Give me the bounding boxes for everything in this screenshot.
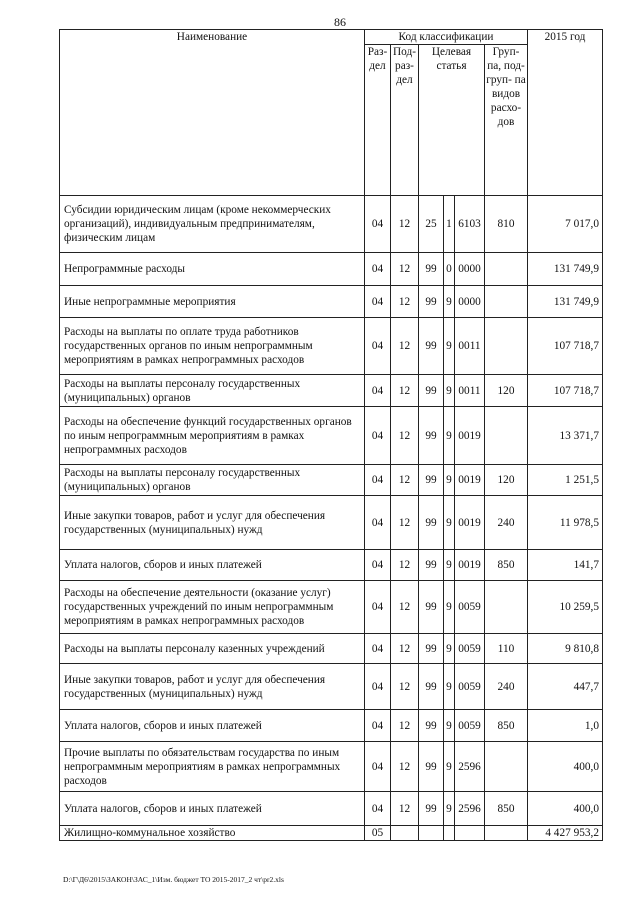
row-podrazdel: 12 xyxy=(391,465,419,496)
row-target-3: 0019 xyxy=(455,407,485,465)
row-target-3: 6103 xyxy=(455,196,485,253)
row-podrazdel: 12 xyxy=(391,634,419,664)
row-target-2: 9 xyxy=(444,286,455,318)
row-razdel: 04 xyxy=(365,581,391,634)
row-name: Расходы на обеспечение функций государственных органов по иным непрограммным мероприятиям в рамках непрограммных расходов xyxy=(60,407,365,465)
row-expense-group xyxy=(485,407,528,465)
row-podrazdel: 12 xyxy=(391,792,419,826)
row-name: Расходы на выплаты персоналу государственных (муниципальных) органов xyxy=(60,375,365,407)
row-expense-group xyxy=(485,253,528,286)
row-name: Непрограммные расходы xyxy=(60,253,365,286)
row-amount: 447,7 xyxy=(528,664,603,710)
row-amount: 4 427 953,2 xyxy=(528,826,603,841)
row-podrazdel: 12 xyxy=(391,318,419,375)
row-razdel: 04 xyxy=(365,286,391,318)
row-target-2: 1 xyxy=(444,196,455,253)
table-row xyxy=(60,465,603,496)
row-razdel: 04 xyxy=(365,196,391,253)
row-expense-group xyxy=(485,742,528,792)
row-target-2: 9 xyxy=(444,375,455,407)
row-target-3 xyxy=(455,826,485,841)
table-row xyxy=(60,196,603,253)
row-name: Уплата налогов, сборов и иных платежей xyxy=(60,792,365,826)
row-target-2: 9 xyxy=(444,465,455,496)
row-podrazdel: 12 xyxy=(391,550,419,581)
row-target-3: 0019 xyxy=(455,465,485,496)
page-number: 86 xyxy=(334,15,346,29)
row-expense-group: 810 xyxy=(485,196,528,253)
row-target-3: 0059 xyxy=(455,581,485,634)
row-razdel: 04 xyxy=(365,634,391,664)
table-row xyxy=(60,407,603,465)
row-podrazdel xyxy=(391,826,419,841)
header-name: Наименование xyxy=(60,30,365,196)
row-razdel: 04 xyxy=(365,253,391,286)
row-podrazdel: 12 xyxy=(391,407,419,465)
row-target-1: 99 xyxy=(419,465,444,496)
row-expense-group: 120 xyxy=(485,375,528,407)
row-podrazdel: 12 xyxy=(391,496,419,550)
row-expense-group: 110 xyxy=(485,634,528,664)
table-row xyxy=(60,286,603,318)
row-podrazdel: 12 xyxy=(391,196,419,253)
row-target-1: 25 xyxy=(419,196,444,253)
row-target-2: 9 xyxy=(444,318,455,375)
table-row xyxy=(60,550,603,581)
header-expense-group: Груп- па, под- груп- па видов расхо- дов xyxy=(485,45,528,196)
row-target-3: 0059 xyxy=(455,664,485,710)
row-target-2: 9 xyxy=(444,550,455,581)
row-target-1: 99 xyxy=(419,581,444,634)
table-row xyxy=(60,742,603,792)
row-amount: 107 718,7 xyxy=(528,318,603,375)
row-target-3: 0059 xyxy=(455,634,485,664)
row-amount: 7 017,0 xyxy=(528,196,603,253)
row-name: Иные непрограммные мероприятия xyxy=(60,286,365,318)
row-target-3: 2596 xyxy=(455,792,485,826)
row-expense-group: 850 xyxy=(485,710,528,742)
row-target-1: 99 xyxy=(419,634,444,664)
row-razdel: 04 xyxy=(365,318,391,375)
row-expense-group xyxy=(485,826,528,841)
row-expense-group xyxy=(485,581,528,634)
row-podrazdel: 12 xyxy=(391,253,419,286)
table-row xyxy=(60,318,603,375)
table-row xyxy=(60,710,603,742)
row-target-2 xyxy=(444,826,455,841)
row-razdel: 04 xyxy=(365,407,391,465)
row-podrazdel: 12 xyxy=(391,742,419,792)
row-podrazdel: 12 xyxy=(391,375,419,407)
row-podrazdel: 12 xyxy=(391,581,419,634)
row-target-3: 0019 xyxy=(455,496,485,550)
row-target-2: 9 xyxy=(444,742,455,792)
row-target-2: 9 xyxy=(444,581,455,634)
row-target-1: 99 xyxy=(419,664,444,710)
header-podrazdel: Под- раз- дел xyxy=(391,45,419,196)
table-row xyxy=(60,253,603,286)
table-row xyxy=(60,581,603,634)
row-target-1: 99 xyxy=(419,710,444,742)
row-name: Уплата налогов, сборов и иных платежей xyxy=(60,710,365,742)
table-row xyxy=(60,664,603,710)
row-expense-group: 240 xyxy=(485,496,528,550)
row-expense-group: 850 xyxy=(485,792,528,826)
row-target-3: 0059 xyxy=(455,710,485,742)
budget-table xyxy=(59,29,603,841)
row-razdel: 04 xyxy=(365,792,391,826)
row-podrazdel: 12 xyxy=(391,710,419,742)
row-target-2: 0 xyxy=(444,253,455,286)
header-razdel: Раз- дел xyxy=(365,45,391,196)
row-amount: 11 978,5 xyxy=(528,496,603,550)
row-name: Жилищно-коммунальное хозяйство xyxy=(60,826,365,841)
row-name: Иные закупки товаров, работ и услуг для обеспечения государственных (муниципальных) нужд xyxy=(60,664,365,710)
file-path-footer: D:\Г\Д6\2015\ЗАКОН\ЗАС_1\Изм. бюджет ТО 2015-2017_2 чт\pr2.xls xyxy=(63,875,284,884)
table-row xyxy=(60,375,603,407)
row-expense-group: 850 xyxy=(485,550,528,581)
row-podrazdel: 12 xyxy=(391,664,419,710)
row-target-1: 99 xyxy=(419,318,444,375)
row-expense-group: 120 xyxy=(485,465,528,496)
row-razdel: 04 xyxy=(365,742,391,792)
row-amount: 107 718,7 xyxy=(528,375,603,407)
row-target-2: 9 xyxy=(444,634,455,664)
row-target-1: 99 xyxy=(419,286,444,318)
row-amount: 1,0 xyxy=(528,710,603,742)
row-razdel: 04 xyxy=(365,496,391,550)
row-razdel: 04 xyxy=(365,375,391,407)
row-target-1: 99 xyxy=(419,742,444,792)
row-target-1: 99 xyxy=(419,496,444,550)
row-target-3: 0019 xyxy=(455,550,485,581)
table-row xyxy=(60,496,603,550)
row-amount: 400,0 xyxy=(528,792,603,826)
row-target-3: 0011 xyxy=(455,375,485,407)
row-expense-group: 240 xyxy=(485,664,528,710)
table-row xyxy=(60,826,603,841)
row-podrazdel: 12 xyxy=(391,286,419,318)
row-amount: 1 251,5 xyxy=(528,465,603,496)
row-target-2: 9 xyxy=(444,664,455,710)
row-amount: 9 810,8 xyxy=(528,634,603,664)
row-razdel: 04 xyxy=(365,550,391,581)
row-amount: 400,0 xyxy=(528,742,603,792)
row-name: Расходы на обеспечение деятельности (оказание услуг) государственных учреждений по иным непрограммным мероприятиям в рамках непрограммных расходов xyxy=(60,581,365,634)
row-name: Субсидии юридическим лицам (кроме некоммерческих организаций), индивидуальным предпринимателям, физическим лицам xyxy=(60,196,365,253)
row-name: Иные закупки товаров, работ и услуг для обеспечения государственных (муниципальных) нужд xyxy=(60,496,365,550)
row-amount: 141,7 xyxy=(528,550,603,581)
row-target-1: 99 xyxy=(419,792,444,826)
row-amount: 10 259,5 xyxy=(528,581,603,634)
row-name: Расходы на выплаты персоналу государственных (муниципальных) органов xyxy=(60,465,365,496)
row-target-2: 9 xyxy=(444,496,455,550)
header-code-classification: Код классификации xyxy=(365,30,528,45)
row-target-2: 9 xyxy=(444,407,455,465)
row-expense-group xyxy=(485,318,528,375)
row-razdel: 04 xyxy=(365,710,391,742)
row-razdel: 04 xyxy=(365,664,391,710)
row-target-1: 99 xyxy=(419,375,444,407)
row-name: Расходы на выплаты персоналу казенных учреждений xyxy=(60,634,365,664)
table-body xyxy=(60,196,603,841)
header-year: 2015 год xyxy=(528,30,603,196)
row-razdel: 05 xyxy=(365,826,391,841)
row-razdel: 04 xyxy=(365,465,391,496)
row-target-1: 99 xyxy=(419,407,444,465)
row-name: Прочие выплаты по обязательствам государства по иным непрограммным мероприятиям в рамках непрограммных расходов xyxy=(60,742,365,792)
row-expense-group xyxy=(485,286,528,318)
table-row xyxy=(60,792,603,826)
row-target-1 xyxy=(419,826,444,841)
header-target-article: Целевая статья xyxy=(419,45,485,196)
row-target-3: 0000 xyxy=(455,253,485,286)
row-name: Уплата налогов, сборов и иных платежей xyxy=(60,550,365,581)
row-amount: 131 749,9 xyxy=(528,286,603,318)
row-amount: 131 749,9 xyxy=(528,253,603,286)
row-amount: 13 371,7 xyxy=(528,407,603,465)
row-name: Расходы на выплаты по оплате труда работников государственных органов по иным непрограммным мероприятиям в рамках непрограммных расходов xyxy=(60,318,365,375)
row-target-1: 99 xyxy=(419,253,444,286)
row-target-2: 9 xyxy=(444,792,455,826)
row-target-3: 0000 xyxy=(455,286,485,318)
table-row xyxy=(60,634,603,664)
row-target-1: 99 xyxy=(419,550,444,581)
row-target-3: 2596 xyxy=(455,742,485,792)
row-target-2: 9 xyxy=(444,710,455,742)
row-target-3: 0011 xyxy=(455,318,485,375)
